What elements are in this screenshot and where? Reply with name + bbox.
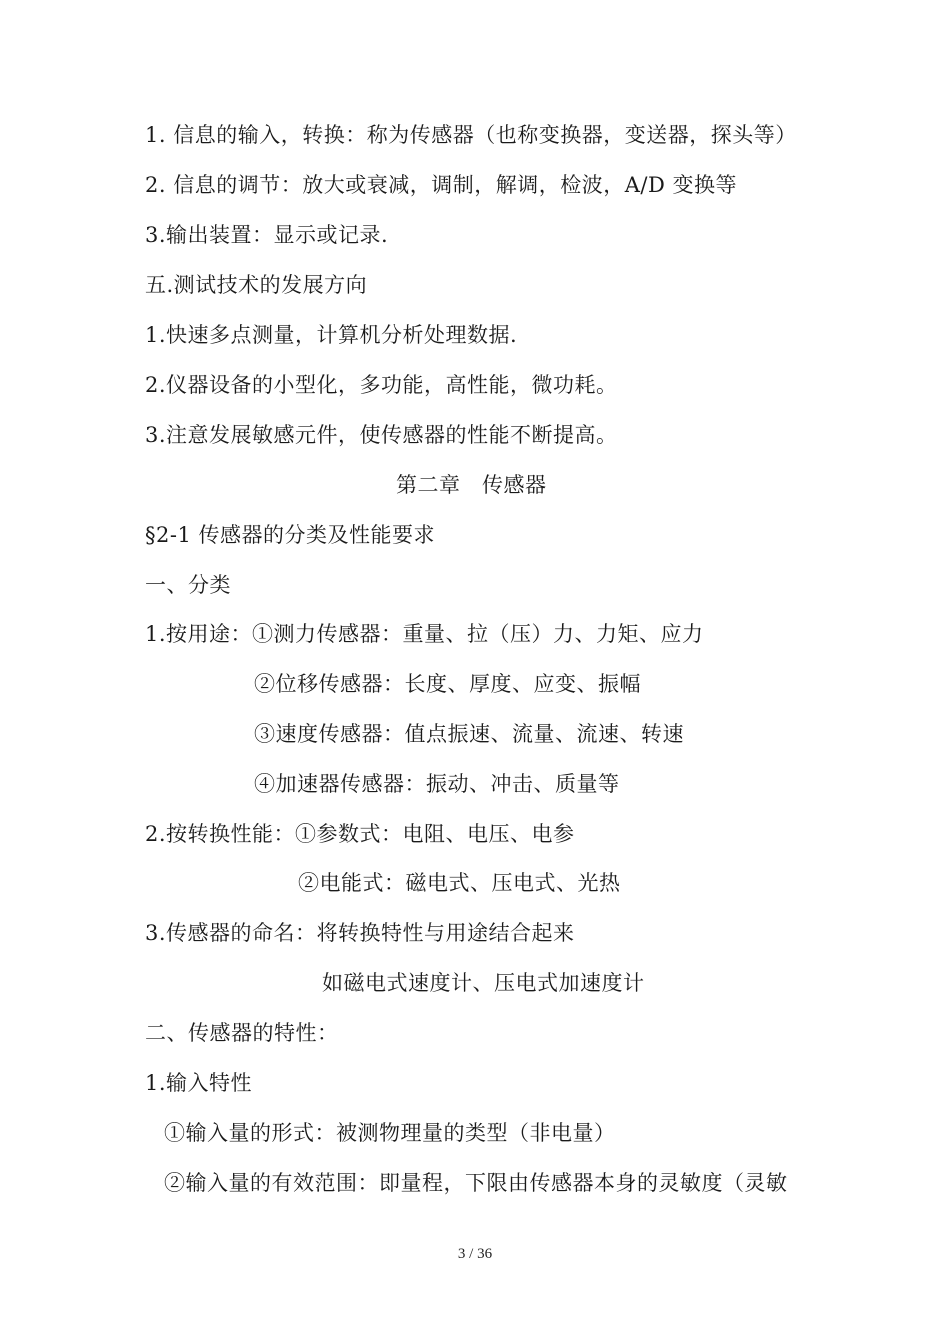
text-line: 3.输出装置：显示或记录.: [145, 223, 389, 247]
text-line: ①输入量的形式：被测物理量的类型（非电量）: [164, 1121, 616, 1145]
chapter-heading: 第二章 传感器: [396, 473, 547, 497]
text-line: 1.按用途：①测力传感器：重量、拉（压）力、力矩、应力: [145, 622, 704, 646]
text-line: ②输入量的有效范围：即量程，下限由传感器本身的灵敏度（灵敏: [164, 1171, 788, 1195]
section-heading: 一、分类: [145, 573, 231, 597]
text-line: 1.输入特性: [145, 1071, 253, 1095]
section-heading: 五.测试技术的发展方向: [145, 273, 368, 297]
text-line: 如磁电式速度计、压电式加速度计: [322, 971, 645, 995]
text-line: 3.传感器的命名：将转换特性与用途结合起来: [145, 921, 575, 945]
text-line: 2.仪器设备的小型化，多功能，高性能，微功耗。: [145, 373, 618, 397]
text-line: 3.注意发展敏感元件，使传感器的性能不断提高。: [145, 423, 618, 447]
text-line: 1. 信息的输入，转换：称为传感器（也称变换器，变送器，探头等）: [145, 123, 797, 147]
text-line: 1.快速多点测量，计算机分析处理数据.: [145, 323, 518, 347]
text-line: ②位移传感器：长度、厚度、应变、振幅: [254, 672, 641, 696]
text-line: ③速度传感器：值点振速、流量、流速、转速: [254, 722, 684, 746]
text-line: ②电能式：磁电式、压电式、光热: [298, 871, 621, 895]
text-line: 2.按转换性能：①参数式：电阻、电压、电参: [145, 822, 575, 846]
subsection-heading: §2-1 传感器的分类及性能要求: [145, 523, 435, 547]
text-line: 2. 信息的调节：放大或衰减，调制，解调，检波，A/D 变换等: [145, 173, 737, 197]
text-line: ④加速器传感器：振动、冲击、质量等: [254, 772, 620, 796]
page-number: 3 / 36: [457, 1246, 493, 1262]
section-heading: 二、传感器的特性：: [145, 1021, 339, 1045]
